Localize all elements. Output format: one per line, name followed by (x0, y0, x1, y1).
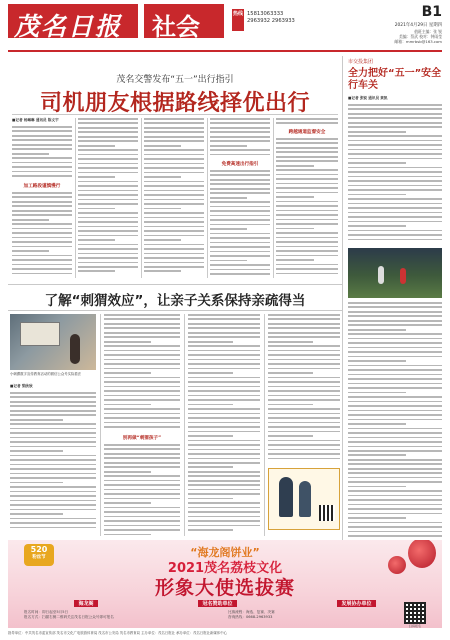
screen-icon (20, 322, 60, 346)
ad-info-left: 报名时间：即日起至5月5日 报名方式：扫描右侧二维码关注茂名日报公众号即可报名 (24, 610, 114, 619)
figure-silhouette-icon (299, 481, 311, 517)
newspaper-logo (8, 4, 138, 41)
sub-heading-construction: 加工路段谨慎慢行 (23, 184, 61, 189)
player-figure-icon (378, 266, 384, 284)
sub-heading-crossing: 跨越通道监督安全 (288, 130, 326, 135)
top-article-col3 (144, 118, 204, 278)
ad-info-right: 比赛流程：海选、复赛、决赛 咨询热线：0668-2963933 (228, 610, 275, 619)
middle-article-col1 (10, 384, 96, 534)
figure-silhouette-icon (279, 477, 293, 517)
sponsor-1: 海龙阁 (74, 600, 97, 607)
middle-article-byline: ■记者 梁欣欣 (10, 384, 33, 388)
sidebar-headline: 全力把好“五一”安全行车关 (348, 68, 442, 91)
top-article-col4 (210, 118, 270, 278)
ad-kicker: “海龙阁饼业” (190, 546, 260, 559)
middle-article-col2 (104, 314, 180, 536)
top-article-col1 (12, 118, 72, 278)
middle-article-col3 (188, 314, 260, 536)
sponsor-3: 发展协办单位 (337, 600, 375, 607)
lychee-icon (408, 540, 436, 568)
logo-text: 茂名日报 (14, 12, 123, 41)
top-article-byline: ■记者 杨琳琳 通讯员 陈文宇 (12, 118, 59, 122)
sub-heading-free-highway: 免费高速出行指引 (221, 162, 259, 167)
person-figure-icon (70, 334, 80, 364)
player-figure-icon (400, 268, 406, 284)
top-article-col5 (276, 118, 338, 278)
ad-qr-label: 扫码报名 (408, 624, 421, 628)
ad-qr-code-icon (404, 602, 426, 624)
ad-title-line2: 形象大使选拔赛 (154, 577, 295, 599)
ad-title-line1: 2021茂名荔枝文化 (167, 561, 283, 576)
fan-festival-badge: 520 粉丝节 (24, 544, 54, 566)
lychee-icon (388, 556, 406, 574)
masthead-divider (8, 50, 442, 52)
editor-info: 值班主编：张 锐 美编：蔡武 校对：钟雨莹 邮箱：mmrbsb@163.com (394, 29, 442, 44)
sub-heading-hedgehog-child: 别再做“刺猬孩子” (122, 436, 162, 441)
page-number: B1 (421, 4, 442, 20)
sponsor-strip (24, 598, 426, 608)
footer-line: 指导单位：中共茂名市委宣传部 茂名市文化广电旅游体育局 茂名市公安局 茂名市教育局 主办单位：茂名日报社 承办单位：茂名日报社新媒体中心 (8, 631, 227, 635)
section-title-box (144, 4, 224, 41)
middle-article-headline: 了解“刺猬效应”，让亲子关系保持亲疏得当 (44, 293, 306, 309)
sidebar-photo (348, 248, 442, 298)
qr-code-icon (319, 505, 335, 521)
top-article-rule (12, 114, 338, 115)
hotline-numbers: 15813063333 2963932 2963933 (247, 11, 295, 24)
bottom-advertisement (8, 540, 442, 628)
middle-article-photo (10, 314, 96, 370)
top-article-kicker: 茂名交警发布“五一”出行指引 (116, 75, 234, 85)
section-title: 社会 (152, 13, 200, 41)
ad-card (268, 468, 340, 530)
hotline-badge: 热线 (232, 9, 244, 31)
sidebar-byline: ■记者 张锐 通讯员 黄凯 (348, 96, 388, 100)
top-article-headline: 司机朋友根据路线择优出行 (39, 91, 310, 116)
masthead (8, 4, 442, 44)
top-article-col2 (78, 118, 138, 278)
sponsor-2: 冠名赞助单位 (198, 600, 236, 607)
issue-date: 2021年4月29日 星期四 (394, 23, 442, 28)
sidebar-tag: 市交投集团 (348, 59, 374, 65)
middle-article-col4 (268, 314, 340, 536)
sidebar-article (348, 58, 442, 568)
photo-caption: 小刺猬数字宣传教育活动的微信公众号实际看法 (10, 372, 82, 376)
